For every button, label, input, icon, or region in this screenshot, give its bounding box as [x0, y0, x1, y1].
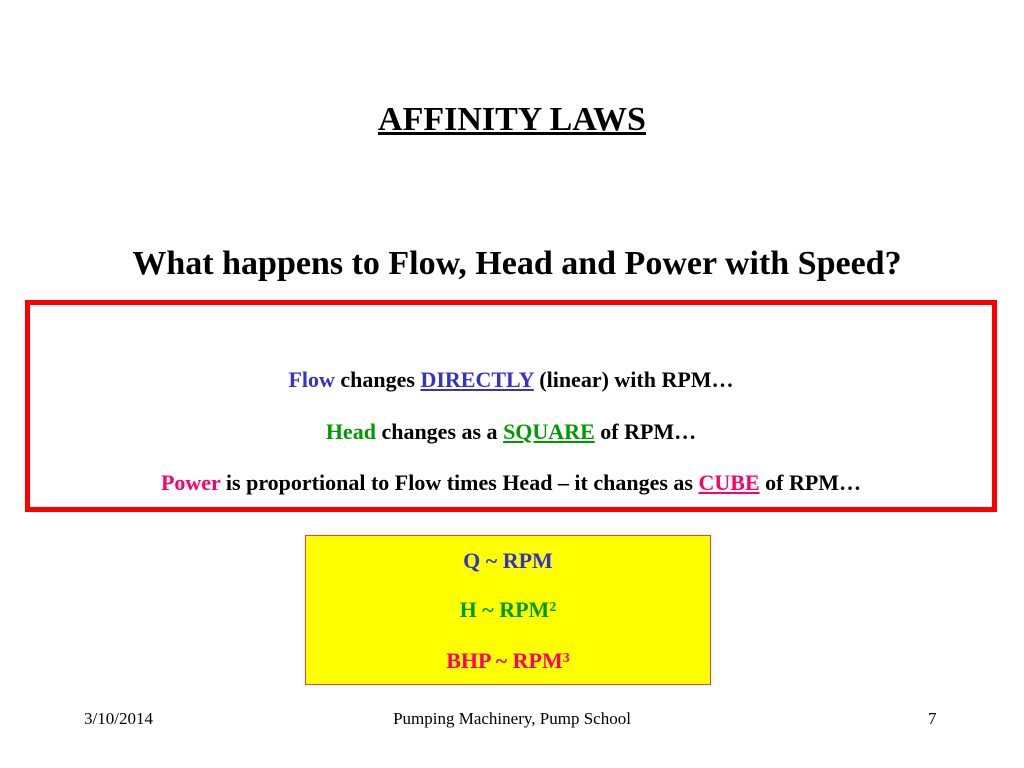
- power-text-1: is proportional to Flow times Head – it changes as: [220, 470, 699, 495]
- flow-term: Flow: [288, 367, 335, 392]
- flow-keyword: DIRECTLY: [420, 367, 534, 392]
- footer-page-number: 7: [928, 709, 937, 728]
- flow-equation: [306, 546, 710, 576]
- head-equation-exponent: 2: [549, 600, 557, 615]
- power-equation-exponent: 3: [562, 651, 570, 666]
- flow-text-1: changes: [334, 367, 421, 392]
- equations-box: [305, 535, 711, 685]
- head-equation: [306, 595, 710, 625]
- slide-title: AFFINITY LAWS: [378, 101, 646, 138]
- power-equation-base: BHP ~ RPM: [446, 648, 563, 673]
- head-law: [30, 417, 992, 447]
- footer-title: Pumping Machinery, Pump School: [393, 709, 631, 728]
- laws-box: [25, 300, 997, 512]
- head-equation-base: H ~ RPM: [459, 597, 550, 622]
- power-equation: [306, 646, 710, 676]
- power-text-2: of RPM…: [759, 470, 862, 495]
- flow-equation-base: Q ~ RPM: [463, 548, 553, 573]
- head-keyword: SQUARE: [503, 419, 595, 444]
- head-text-1: changes as a: [375, 419, 504, 444]
- slide-question: What happens to Flow, Head and Power with Speed?: [132, 245, 902, 282]
- head-text-2: of RPM…: [594, 419, 697, 444]
- flow-law: [30, 365, 992, 395]
- footer-date: 3/10/2014: [84, 709, 153, 728]
- power-law: [30, 468, 992, 498]
- head-term: Head: [325, 419, 376, 444]
- power-keyword: CUBE: [698, 470, 760, 495]
- flow-text-2: (linear) with RPM…: [533, 367, 734, 392]
- power-term: Power: [160, 470, 221, 495]
